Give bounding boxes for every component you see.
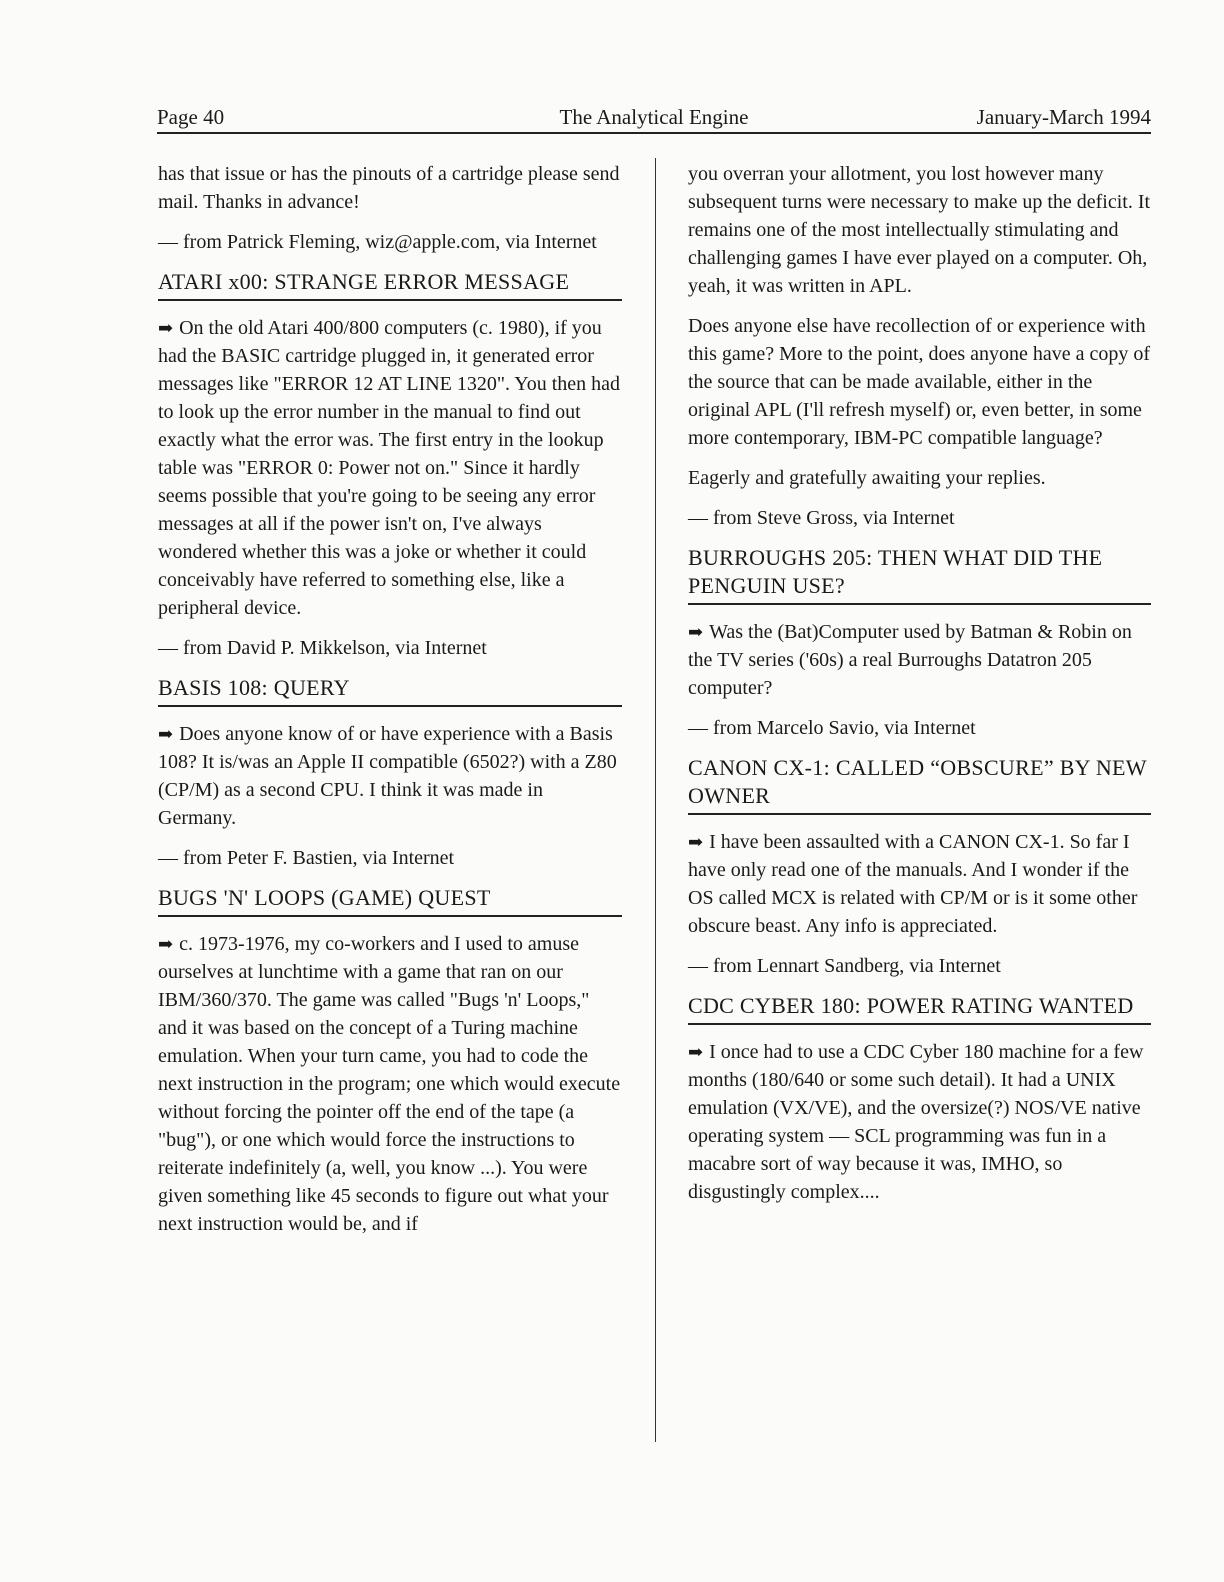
section-heading-atari: ATARI x00: STRANGE ERROR MESSAGE	[158, 268, 622, 301]
arrow-icon: ➡	[688, 622, 704, 642]
section-heading-bugs: BUGS 'N' LOOPS (GAME) QUEST	[158, 884, 622, 917]
section-heading-basis: BASIS 108: QUERY	[158, 674, 622, 707]
page-number: Page 40	[157, 105, 225, 129]
column-divider	[655, 158, 656, 1442]
intro-credit: — from Patrick Fleming, wiz@apple.com, via Internet	[158, 231, 597, 253]
section-credit-atari: — from David P. Mikkelson, via Internet	[158, 637, 487, 659]
section-credit-burroughs: — from Marcelo Savio, via Internet	[688, 717, 976, 739]
issue-date: January-March 1994	[976, 105, 1151, 129]
section-body-basis: ➡ Does anyone know of or have experience with a Basis 108? It is/was an Apple II compatible (6502?) with a Z80 (CP/M) as a second CPU. I think it was made in Germany.	[158, 723, 617, 829]
left-column	[158, 160, 622, 1250]
arrow-icon: ➡	[688, 1042, 704, 1062]
section-heading-canon: CANON CX-1: CALLED “OBSCURE” BY NEW OWNER	[688, 754, 1151, 815]
continued-paragraph-1: you overran your allotment, you lost however many subsequent turns were necessary to make up the deficit. It remains one of the most intellectually stimulating and challenging games I have ever played on a computer. Oh, yeah, it was written in APL.	[688, 163, 1151, 297]
continued-paragraph-3: Eagerly and gratefully awaiting your replies.	[688, 467, 1046, 489]
section-body-atari: ➡ On the old Atari 400/800 computers (c. 1980), if you had the BASIC cartridge plugged in, it generated error messages like "ERROR 12 AT LINE 1320". You then had to look up the error number in the manual to find out exactly what the error was. The first entry in the lookup table was "ERROR 0: Power not on." Since it hardly seems possible that you're going to be seeing any error messages at all if the power isn't on, I've always wondered whether this was a joke or whether it could conceivably have referred to something else, like a peripheral device.	[158, 317, 621, 619]
section-credit-canon: — from Lennart Sandberg, via Internet	[688, 955, 1001, 977]
intro-paragraph: has that issue or has the pinouts of a cartridge please send mail. Thanks in advance!	[158, 163, 620, 213]
right-column	[688, 160, 1151, 1218]
section-heading-burroughs: BURROUGHS 205: THEN WHAT DID THE PENGUIN USE?	[688, 544, 1151, 605]
section-body-canon: ➡ I have been assaulted with a CANON CX-1. So far I have only read one of the manuals. And I wonder if the OS called MCX is related with CP/M or is it some other obscure beast. Any info is appreciated.	[688, 831, 1138, 937]
section-body-burroughs: ➡ Was the (Bat)Computer used by Batman & Robin on the TV series ('60s) a real Burroughs Datatron 205 computer?	[688, 621, 1132, 699]
publication-title: The Analytical Engine	[559, 105, 749, 129]
continued-paragraph-2: Does anyone else have recollection of or experience with this game? More to the point, does anyone have a copy of the source that can be made available, either in the original APL (I'll refresh myself) or, even better, in some more contemporary, IBM-PC compatible language?	[688, 315, 1151, 449]
arrow-icon: ➡	[158, 934, 174, 954]
section-body-bugs: ➡ c. 1973-1976, my co-workers and I used to amuse ourselves at lunchtime with a game that ran on our IBM/360/370. The game was called "Bugs 'n' Loops," and it was based on the concept of a Turing machine emulation. When your turn came, you had to code the next instruction in the program; one which would execute without forcing the pointer off the end of the tape (a "bug"), or one which would force the instructions to reiterate indefinitely (a, well, you know ...). You were given something like 45 seconds to figure out what your next instruction would be, and if	[158, 933, 621, 1235]
section-body-cdc: ➡ I once had to use a CDC Cyber 180 machine for a few months (180/640 or some such detail). It had a UNIX emulation (VX/VE), and the oversize(?) NOS/VE native operating system — SCL programming was fun in a macabre sort of way because it was, IMHO, so disgustingly complex....	[688, 1041, 1144, 1203]
arrow-icon: ➡	[158, 724, 174, 744]
arrow-icon: ➡	[688, 832, 704, 852]
arrow-icon: ➡	[158, 318, 174, 338]
section-credit-basis: — from Peter F. Bastien, via Internet	[158, 847, 455, 869]
page-header	[157, 102, 1151, 134]
section-heading-cdc: CDC CYBER 180: POWER RATING WANTED	[688, 992, 1151, 1025]
continued-credit: — from Steve Gross, via Internet	[688, 507, 955, 529]
